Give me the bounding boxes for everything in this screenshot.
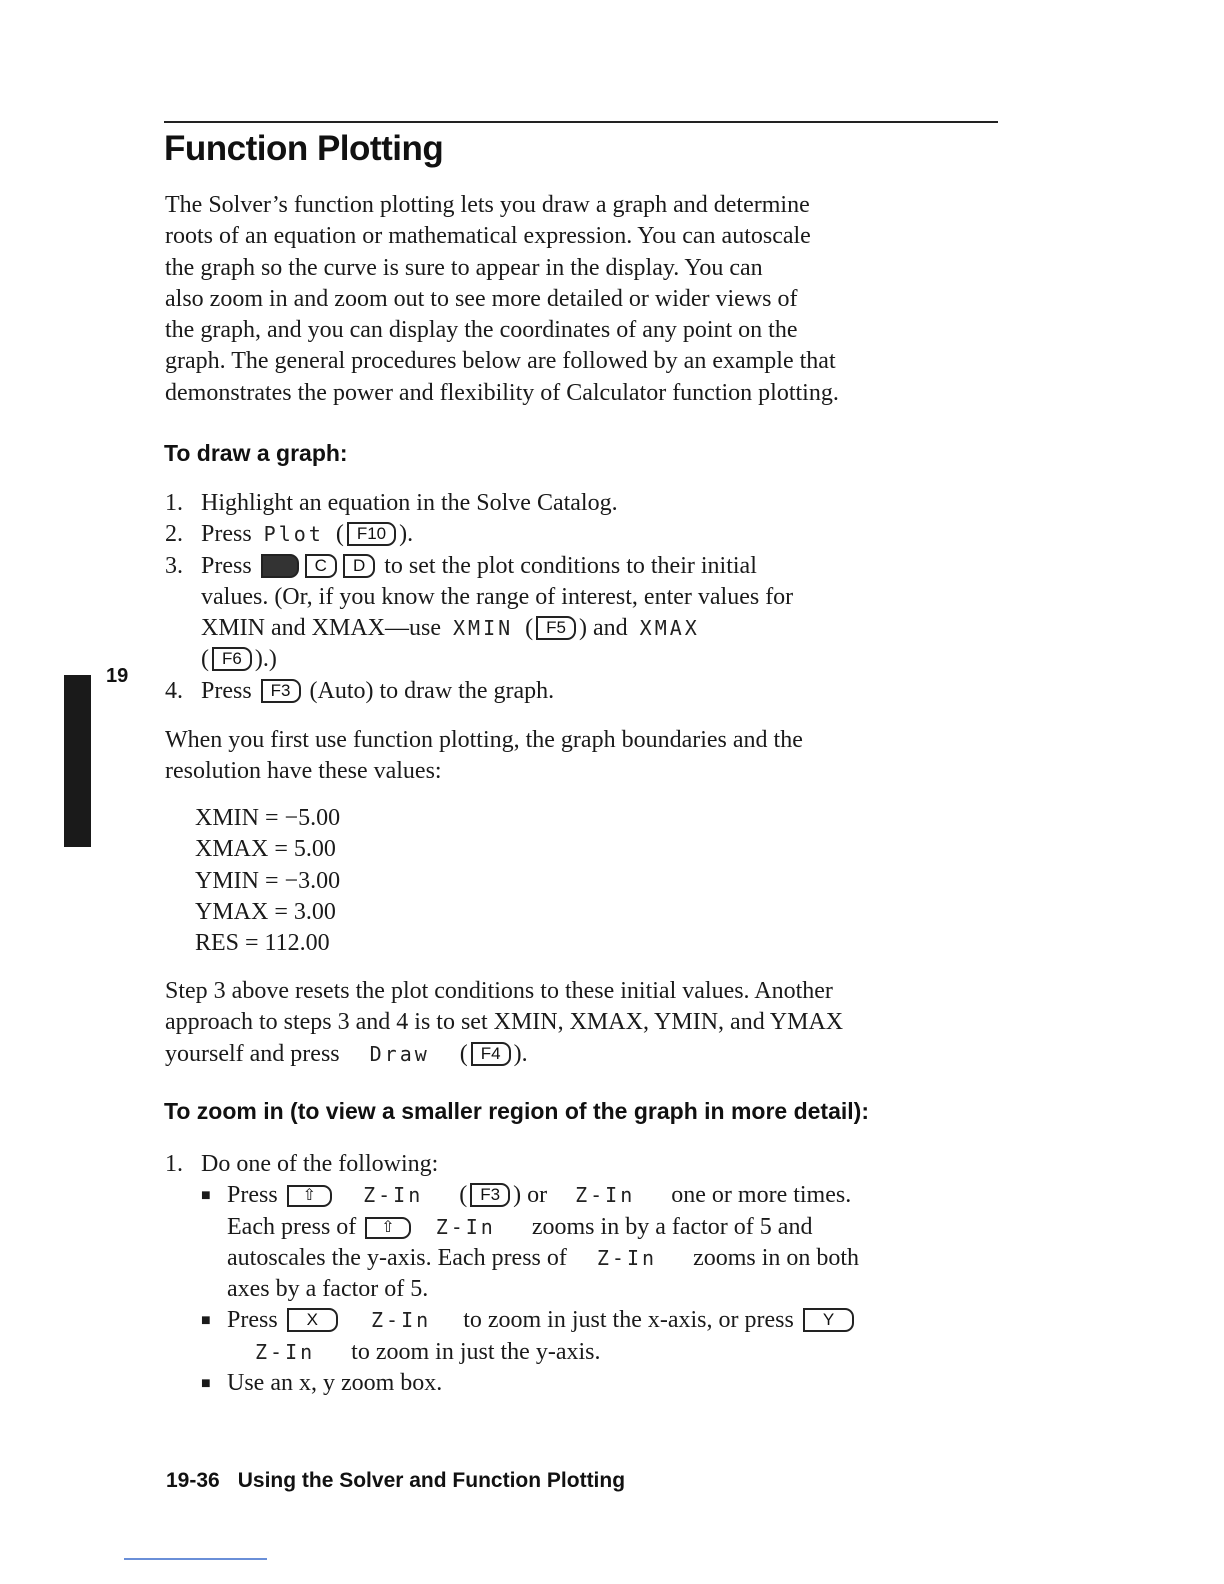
intro-line: demonstrates the power and flexibility of Calculator function plotting.: [165, 379, 839, 406]
zoom-heading: To zoom in (to view a smaller region of the graph in more detail):: [164, 1098, 869, 1124]
default-ymin: YMIN = −3.00: [195, 867, 341, 894]
reset-paragraph: Step 3 above resets the plot conditions to these initial values. Another approach to steps 3 and 4 is to set XMIN, XMAX, YMIN, and YMAX yourself and press Draw ( F4 ).: [165, 976, 1005, 1070]
zoom-step-1: 1. Do one of the following:: [165, 1151, 439, 1177]
draw-heading: To draw a graph:: [164, 440, 348, 466]
bottom-rule: [124, 1558, 267, 1560]
zin-menu-key: Z-In: [435, 1214, 496, 1239]
intro-line: the graph so the curve is sure to appear in the display. You can: [165, 254, 763, 281]
page-number: 19-36: [166, 1469, 220, 1492]
draw-step-2: 2. Press Plot ( F10 ).: [165, 519, 1005, 550]
zin-menu-key: Z-In: [255, 1339, 316, 1364]
zin-menu-key: Z-In: [371, 1308, 432, 1333]
c-key: C: [305, 554, 337, 578]
y-key: Y: [803, 1308, 854, 1332]
f5-key: F5: [536, 616, 576, 640]
defaults-intro: When you first use function plotting, the graph boundaries and the resolution have these values:: [165, 727, 803, 785]
shift-arrow-key-icon: ⇧: [287, 1185, 332, 1207]
f10-key: F10: [347, 522, 396, 546]
intro-paragraph: [165, 190, 1005, 409]
default-res: RES = 112.00: [195, 930, 330, 957]
bullet-icon: ■: [201, 1187, 211, 1205]
xmin-menu-key: XMIN: [452, 616, 514, 641]
draw-step-4: 4. Press F3 (Auto) to draw the graph.: [165, 677, 555, 704]
default-xmax: XMAX = 5.00: [195, 836, 336, 863]
default-ymax: YMAX = 3.00: [195, 898, 336, 925]
page-title: Function Plotting: [164, 129, 444, 168]
default-xmin: XMIN = −5.00: [195, 805, 341, 831]
draw-step-1: 1. Highlight an equation in the Solve Catalog.: [165, 490, 618, 516]
zoom-bullet-2: ■ Press X Z-In to zoom in just the x-axis, or press Y: [165, 1305, 1005, 1336]
chapter-tab-bar: [64, 675, 91, 847]
chapter-tab-number: 19: [106, 665, 129, 687]
f3-key: F3: [470, 1183, 510, 1207]
shift-key-icon: [261, 554, 299, 578]
zoom-steps: 1. Do one of the following: ■ Press ⇧ Z-In ( F3 ) or Z-In one or more times. Each press of ⇧ Z-In zooms in by a factor of 5 and autoscales the y-axis. Each press of Z-In zooms in on both axes by a factor of 5. ■ Press X Z-In to zoom in just the x-axis, or press Y Z-In to zoom in just the y-axis. ■ Use an x, y zoom box.: [165, 1149, 1005, 1399]
f3-key: F3: [261, 679, 301, 703]
draw-menu-key: Draw: [369, 1041, 430, 1066]
title-rule: [164, 121, 998, 123]
plot-menu-key: Plot: [263, 522, 324, 547]
bullet-icon: ■: [201, 1375, 211, 1393]
draw-steps: [165, 488, 1005, 707]
default-values-list: [195, 803, 340, 959]
zoom-bullet-1: ■ Press ⇧ Z-In ( F3 ) or Z-In one or more times.: [165, 1180, 1005, 1211]
xmax-menu-key: XMAX: [639, 616, 700, 641]
bullet-icon: ■: [201, 1312, 211, 1330]
intro-line: graph. The general procedures below are followed by an example that: [165, 348, 836, 375]
draw-step-3: 3. Press C D to set the plot conditions to their initial values. (Or, if you know the range of interest, enter values for XMIN and XMAX—use XMIN ( F5 ) and XMAX ( F6 ).): [165, 552, 794, 673]
intro-line: roots of an equation or mathematical expression. You can autoscale: [165, 223, 811, 250]
intro-line: The Solver’s function plotting lets you draw a graph and determine: [165, 192, 810, 218]
zin-menu-key: Z-In: [363, 1183, 424, 1208]
footer-chapter-title: Using the Solver and Function Plotting: [237, 1469, 626, 1492]
f6-key: F6: [212, 647, 252, 671]
x-key: X: [287, 1308, 338, 1332]
zoom-bullet-3: ■ Use an x, y zoom box.: [165, 1368, 1005, 1399]
shift-arrow-key-icon: ⇧: [365, 1217, 410, 1239]
zin-menu-key: Z-In: [575, 1183, 636, 1208]
intro-line: also zoom in and zoom out to see more detailed or wider views of: [165, 285, 798, 312]
page-footer: [166, 1469, 625, 1493]
intro-line: the graph, and you can display the coordinates of any point on the: [165, 317, 798, 344]
zin-menu-key: Z-In: [596, 1245, 658, 1270]
d-key: D: [343, 554, 375, 578]
f4-key: F4: [471, 1042, 511, 1066]
